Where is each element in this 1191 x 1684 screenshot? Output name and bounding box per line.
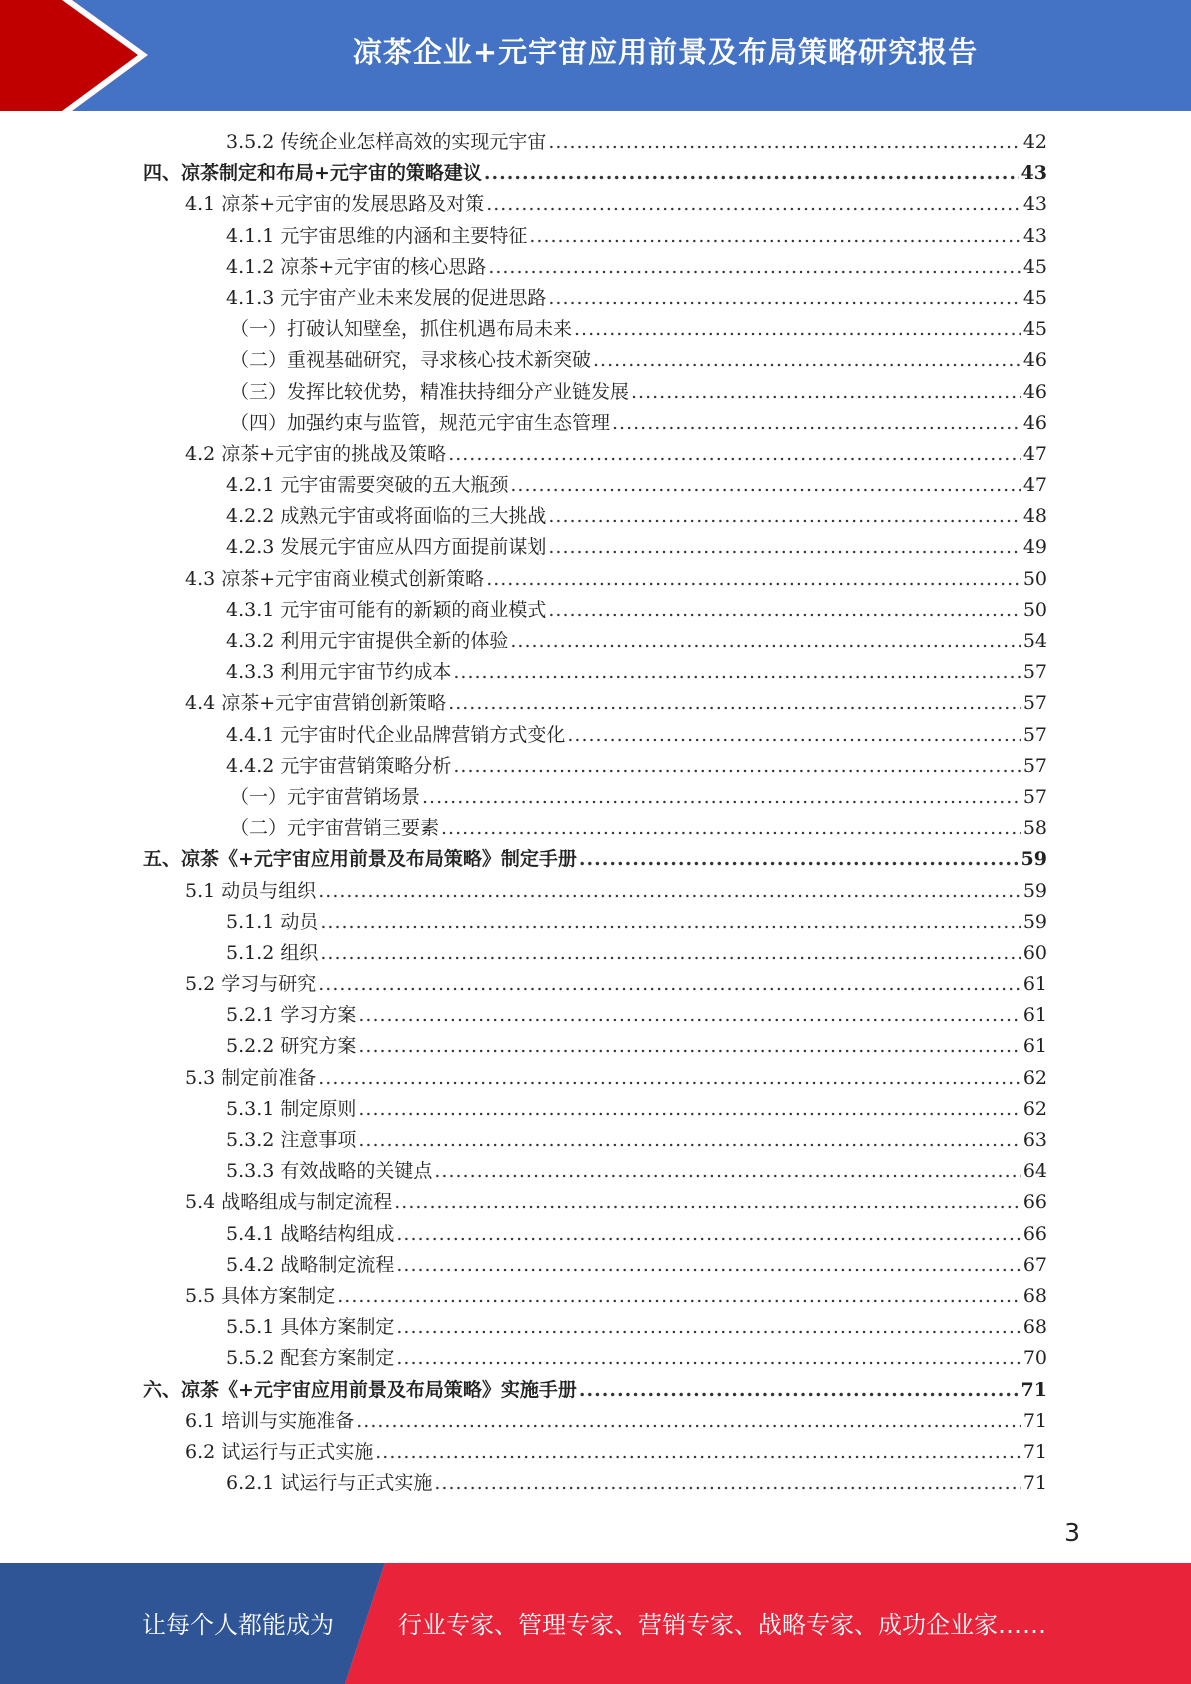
toc-entry-page: 50	[1022, 567, 1047, 590]
toc-entry-title: 4.3.2 利用元宇宙提供全新的体验	[226, 630, 509, 652]
toc-dot-leader	[356, 1406, 1021, 1437]
toc-entry[interactable]	[0, 813, 1191, 844]
toc-entry[interactable]	[0, 377, 1191, 408]
toc-dot-leader	[358, 1125, 1020, 1156]
toc-dot-leader	[422, 782, 1021, 813]
toc-entry-page: 71	[1022, 1472, 1047, 1495]
toc-entry-page: 57	[1022, 661, 1047, 684]
toc-entry[interactable]	[0, 221, 1191, 252]
toc-entry-page: 62	[1022, 1066, 1047, 1089]
toc-dot-leader	[358, 1000, 1020, 1031]
toc-entry[interactable]	[0, 439, 1191, 470]
toc-dot-leader	[318, 1063, 1021, 1094]
toc-entry-title: 4.1.1 元宇宙思维的内涵和主要特征	[226, 224, 528, 247]
toc-dot-leader	[358, 1094, 1020, 1125]
toc-entry[interactable]	[0, 501, 1191, 532]
toc-dot-leader	[486, 189, 1021, 220]
chevron-arrow-icon	[0, 0, 160, 111]
toc-entry-page: 66	[1022, 1222, 1047, 1245]
toc-dot-leader	[375, 1437, 1021, 1468]
toc-dot-leader	[453, 657, 1020, 688]
toc-entry-title: （一）元宇宙营销场景	[230, 785, 421, 808]
toc-entry-page: 59	[1022, 879, 1047, 902]
toc-entry-title: 6.2 试运行与正式实施	[185, 1440, 374, 1463]
toc-entry-title: （二）重视基础研究，寻求核心技术新突破	[230, 349, 592, 372]
toc-entry-page: 71	[1022, 1440, 1047, 1463]
toc-dot-leader	[318, 876, 1021, 907]
toc-entry[interactable]	[0, 751, 1191, 782]
toc-entry[interactable]	[0, 408, 1191, 439]
toc-entry-page: 71	[1022, 1409, 1047, 1432]
toc-entry-page: 59	[1020, 848, 1047, 871]
toc-entry-page: 46	[1022, 380, 1047, 403]
toc-entry[interactable]	[0, 532, 1191, 563]
toc-entry[interactable]	[0, 127, 1191, 158]
toc-entry-title: 5.1.1 动员	[226, 910, 319, 933]
toc-dot-leader	[574, 314, 1021, 345]
toc-dot-leader	[394, 1187, 1021, 1218]
toc-entry[interactable]	[0, 1281, 1191, 1312]
toc-dot-leader	[510, 626, 1020, 657]
toc-entry-page: 46	[1022, 349, 1047, 372]
toc-entry[interactable]	[0, 1000, 1191, 1031]
toc-entry-title: 6.2.1 试运行与正式实施	[226, 1472, 433, 1495]
toc-entry-title: 4.3 凉茶+元宇宙商业模式创新策略	[185, 567, 485, 590]
toc-entry-page: 62	[1022, 1097, 1047, 1120]
toc-entry[interactable]	[0, 1156, 1191, 1187]
toc-entry-title: 5.4.1 战略结构组成	[226, 1222, 395, 1245]
toc-entry[interactable]	[0, 1468, 1191, 1499]
toc-entry[interactable]	[0, 1250, 1191, 1281]
toc-dot-leader	[396, 1219, 1020, 1250]
toc-entry[interactable]	[0, 1312, 1191, 1343]
toc-dot-leader	[631, 377, 1021, 408]
toc-entry[interactable]	[0, 1406, 1191, 1437]
toc-entry-title: 四、凉茶制定和布局+元宇宙的策略建议	[143, 162, 482, 185]
toc-entry-title: 5.3.3 有效战略的关键点	[226, 1160, 433, 1183]
toc-entry[interactable]	[0, 1094, 1191, 1125]
toc-entry-title: 4.4.1 元宇宙时代企业品牌营销方式变化	[226, 723, 566, 746]
toc-entry[interactable]	[0, 252, 1191, 283]
toc-dot-leader	[579, 1375, 1019, 1406]
toc-entry-title: 5.2.1 学习方案	[226, 1004, 357, 1027]
toc-entry-page: 70	[1022, 1347, 1047, 1370]
toc-dot-leader	[434, 1156, 1020, 1187]
toc-entry-page: 57	[1022, 754, 1047, 777]
toc-entry-page: 46	[1022, 411, 1047, 434]
toc-dot-leader	[567, 720, 1020, 751]
toc-entry-page: 57	[1022, 692, 1047, 715]
toc-entry-page: 63	[1022, 1129, 1047, 1151]
toc-entry-page: 45	[1022, 318, 1047, 341]
toc-dot-leader	[548, 283, 1020, 314]
toc-entry-page: 49	[1022, 536, 1047, 559]
page-header	[0, 0, 1191, 111]
toc-entry[interactable]	[0, 314, 1191, 345]
toc-dot-leader	[396, 1343, 1020, 1374]
toc-entry[interactable]	[0, 1187, 1191, 1218]
toc-dot-leader	[612, 408, 1021, 439]
footer-slogan-left: 让每个人都能成为	[142, 1611, 334, 1639]
toc-entry-page: 43	[1020, 162, 1047, 185]
toc-entry-page: 57	[1022, 723, 1047, 746]
toc-entry[interactable]	[0, 1125, 1191, 1156]
toc-entry[interactable]	[0, 283, 1191, 314]
toc-entry-page: 61	[1022, 1004, 1047, 1027]
toc-entry-title: 4.2 凉茶+元宇宙的挑战及策略	[185, 442, 447, 465]
toc-entry-title: 4.2.3 发展元宇宙应从四方面提前谋划	[226, 536, 547, 559]
toc-entry-page: 59	[1022, 910, 1047, 933]
toc-entry[interactable]	[0, 720, 1191, 751]
toc-entry-title: 4.2.2 成熟元宇宙或将面临的三大挑战	[226, 505, 547, 528]
toc-entry[interactable]	[0, 907, 1191, 938]
toc-entry-page: 43	[1022, 193, 1047, 216]
toc-dot-leader	[434, 1468, 1020, 1499]
footer-slogan-right: 行业专家、管理专家、营销专家、战略专家、成功企业家……	[398, 1611, 1046, 1639]
toc-entry[interactable]	[0, 470, 1191, 501]
toc-dot-leader	[510, 470, 1020, 501]
toc-dot-leader	[579, 844, 1019, 875]
toc-entry-page: 67	[1022, 1253, 1047, 1276]
toc-entry-title: 5.2.2 研究方案	[226, 1035, 357, 1058]
document-title: 凉茶企业+元宇宙应用前景及布局策略研究报告	[352, 35, 979, 69]
toc-entry-title: （四）加强约束与监管，规范元宇宙生态管理	[230, 411, 611, 434]
toc-dot-leader	[484, 158, 1019, 189]
toc-entry-title: 4.4 凉茶+元宇宙营销创新策略	[185, 692, 447, 715]
toc-dot-leader	[396, 1312, 1020, 1343]
toc-entry-page: 71	[1020, 1378, 1047, 1401]
toc-dot-leader	[488, 252, 1021, 283]
toc-entry-title: 6.1 培训与实施准备	[185, 1409, 355, 1432]
toc-entry[interactable]	[0, 1063, 1191, 1094]
toc-entry-page: 50	[1022, 598, 1047, 621]
toc-dot-leader	[548, 501, 1020, 532]
table-of-contents	[0, 127, 1191, 1499]
toc-entry[interactable]	[0, 782, 1191, 813]
toc-entry-title: 5.5.1 具体方案制定	[226, 1316, 395, 1339]
toc-dot-leader	[453, 751, 1020, 782]
toc-entry-page: 48	[1022, 505, 1047, 528]
toc-dot-leader	[548, 127, 1020, 158]
toc-entry-page: 64	[1022, 1160, 1047, 1183]
toc-entry-title: 5.4.2 战略制定流程	[226, 1253, 395, 1276]
toc-entry[interactable]	[0, 1031, 1191, 1062]
toc-entry[interactable]	[0, 969, 1191, 1000]
toc-entry-title: 4.4.2 元宇宙营销策略分析	[226, 754, 452, 777]
toc-entry-title: 5.5.2 配套方案制定	[226, 1347, 395, 1370]
toc-entry-page: 57	[1022, 785, 1047, 808]
toc-entry[interactable]	[0, 1375, 1191, 1406]
toc-entry-title: 5.1.2 组织	[226, 941, 319, 964]
toc-entry-page: 60	[1022, 941, 1047, 964]
toc-entry-title: 5.1 动员与组织	[185, 879, 317, 902]
toc-entry[interactable]	[0, 1219, 1191, 1250]
toc-entry-page: 47	[1022, 474, 1047, 497]
toc-entry[interactable]	[0, 657, 1191, 688]
toc-entry-title: 4.1.2 凉茶+元宇宙的核心思路	[226, 255, 487, 278]
toc-entry-title: 4.2.1 元宇宙需要突破的五大瓶颈	[226, 474, 509, 497]
toc-dot-leader	[486, 564, 1021, 595]
toc-entry-page: 43	[1022, 224, 1047, 247]
toc-entry-title: 4.1.3 元宇宙产业未来发展的促进思路	[226, 286, 547, 309]
toc-entry[interactable]	[0, 688, 1191, 719]
toc-entry-title: （一）打破认知壁垒，抓住机遇布局未来	[230, 318, 573, 341]
page-footer	[0, 1563, 1191, 1684]
toc-dot-leader	[548, 532, 1020, 563]
toc-entry-title: 3.5.2 传统企业怎样高效的实现元宇宙	[226, 131, 547, 153]
toc-entry-title: 5.3.2 注意事项	[226, 1129, 357, 1151]
toc-entry-title: 4.3.1 元宇宙可能有的新颖的商业模式	[226, 598, 547, 621]
toc-entry-title: 4.1 凉茶+元宇宙的发展思路及对策	[185, 193, 485, 216]
toc-dot-leader	[593, 345, 1021, 376]
toc-entry[interactable]	[0, 876, 1191, 907]
toc-entry-page: 66	[1022, 1191, 1047, 1214]
toc-entry-page: 45	[1022, 255, 1047, 278]
toc-entry[interactable]	[0, 564, 1191, 595]
toc-entry[interactable]	[0, 595, 1191, 626]
page-number: 3	[1064, 1518, 1080, 1547]
toc-entry[interactable]	[0, 345, 1191, 376]
toc-entry-title: 5.5 具体方案制定	[185, 1284, 336, 1307]
toc-entry-page: 61	[1022, 1035, 1047, 1058]
toc-entry-page: 68	[1022, 1316, 1047, 1339]
toc-entry-page: 68	[1022, 1284, 1047, 1307]
toc-dot-leader	[448, 439, 1021, 470]
toc-entry[interactable]	[0, 1343, 1191, 1374]
toc-entry-title: （二）元宇宙营销三要素	[230, 817, 440, 840]
toc-entry-page: 54	[1022, 630, 1047, 652]
toc-dot-leader	[320, 907, 1020, 938]
toc-entry-title: 5.4 战略组成与制定流程	[185, 1191, 393, 1214]
toc-entry-title: （三）发挥比较优势，精准扶持细分产业链发展	[230, 380, 630, 403]
toc-entry-title: 五、凉茶《+元宇宙应用前景及布局策略》制定手册	[143, 848, 577, 871]
toc-entry[interactable]	[0, 1437, 1191, 1468]
toc-dot-leader	[441, 813, 1021, 844]
toc-dot-leader	[396, 1250, 1020, 1281]
toc-entry-title: 5.2 学习与研究	[185, 973, 317, 996]
toc-entry-title: 5.3 制定前准备	[185, 1066, 317, 1089]
toc-dot-leader	[529, 221, 1020, 252]
toc-dot-leader	[448, 688, 1021, 719]
toc-entry-page: 58	[1022, 817, 1047, 840]
toc-dot-leader	[337, 1281, 1021, 1312]
toc-dot-leader	[548, 595, 1020, 626]
toc-entry[interactable]	[0, 626, 1191, 657]
toc-entry[interactable]	[0, 189, 1191, 220]
toc-dot-leader	[358, 1031, 1020, 1062]
toc-dot-leader	[320, 938, 1020, 969]
toc-entry-page: 45	[1022, 286, 1047, 309]
toc-entry-page: 42	[1022, 131, 1047, 153]
toc-entry[interactable]	[0, 158, 1191, 189]
toc-dot-leader	[318, 969, 1021, 1000]
toc-entry-title: 六、凉茶《+元宇宙应用前景及布局策略》实施手册	[143, 1378, 577, 1401]
toc-entry-title: 5.3.1 制定原则	[226, 1097, 357, 1120]
toc-entry-page: 47	[1022, 442, 1047, 465]
toc-entry[interactable]	[0, 844, 1191, 875]
toc-entry-page: 61	[1022, 973, 1047, 996]
toc-entry[interactable]	[0, 938, 1191, 969]
toc-entry-title: 4.3.3 利用元宇宙节约成本	[226, 661, 452, 684]
